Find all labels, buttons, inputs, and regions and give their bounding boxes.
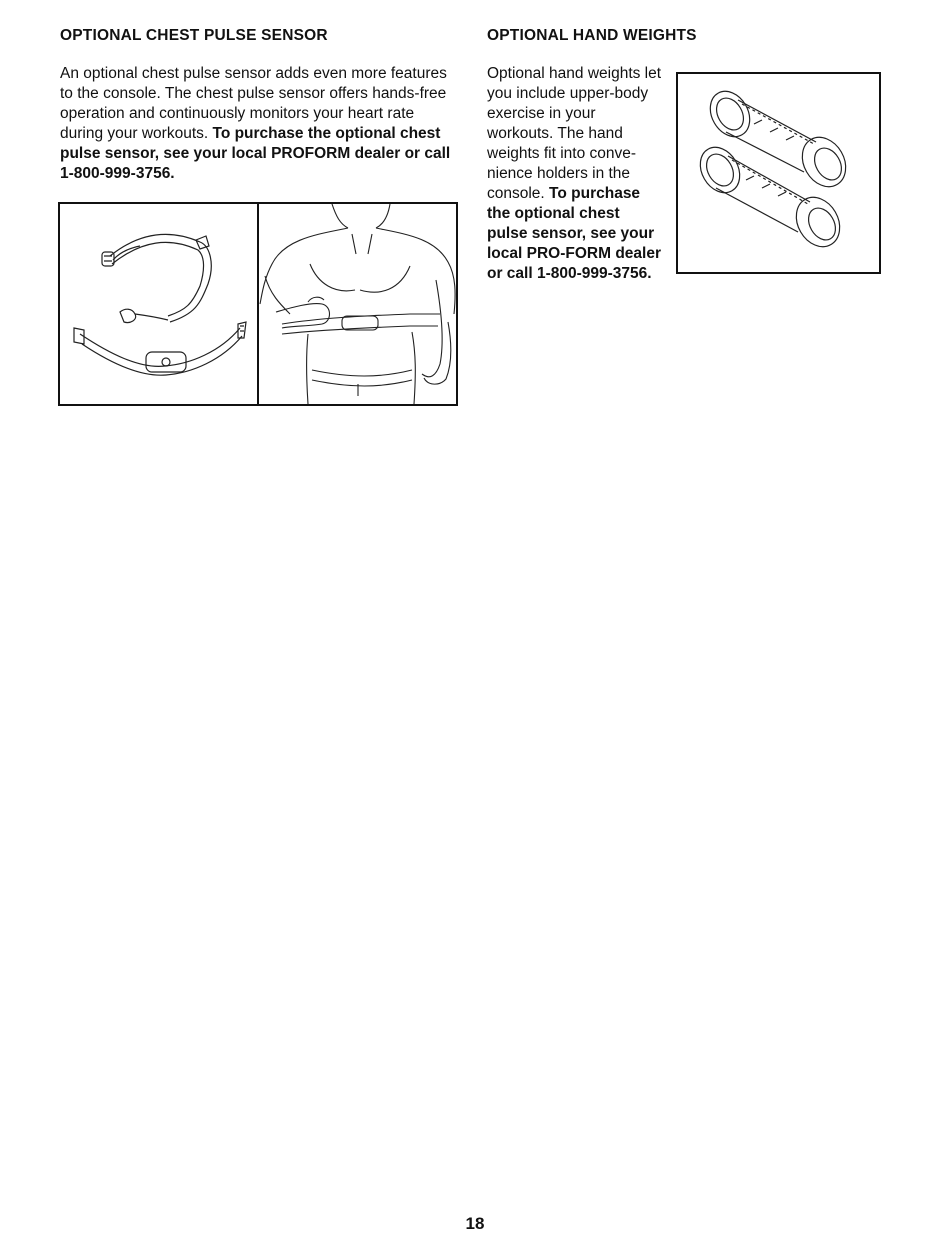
chest-sensor-illustration: [58, 202, 458, 406]
chest-strap-icon: [74, 234, 246, 375]
torso-with-strap-icon: [260, 204, 455, 404]
chest-sensor-figure: [60, 204, 456, 404]
hand-weights-description: [487, 64, 662, 284]
hand-weights-body-text: Optional hand weights let you include upper-body exercise in your workouts. The hand weights fit into conve-nience holders in the console.: [487, 65, 662, 202]
chest-sensor-description: [60, 64, 460, 184]
hand-weights-heading: OPTIONAL HAND WEIGHTS: [487, 27, 697, 44]
hand-weights-figure: [678, 74, 879, 272]
page-number: 18: [465, 1214, 485, 1233]
hand-weights-illustration: [676, 72, 881, 274]
chest-sensor-purchase-text: To purchase the optional chest pulse sensor, see your local PROFORM dealer or call 1-800-999-3756.: [60, 125, 451, 182]
dumbbell-icon: [692, 84, 854, 254]
chest-sensor-heading: OPTIONAL CHEST PULSE SENSOR: [60, 27, 328, 44]
chest-sensor-body-text: An optional chest pulse sensor adds even more features to the console. The chest pulse sensor offers hands-free operation and continuously monitors your heart rate during your workouts.: [60, 65, 447, 142]
hand-weights-purchase-text: To purchase the optional chest pulse sensor, see your local PRO-FORM dealer or call 1-800-999-3756.: [487, 185, 661, 282]
